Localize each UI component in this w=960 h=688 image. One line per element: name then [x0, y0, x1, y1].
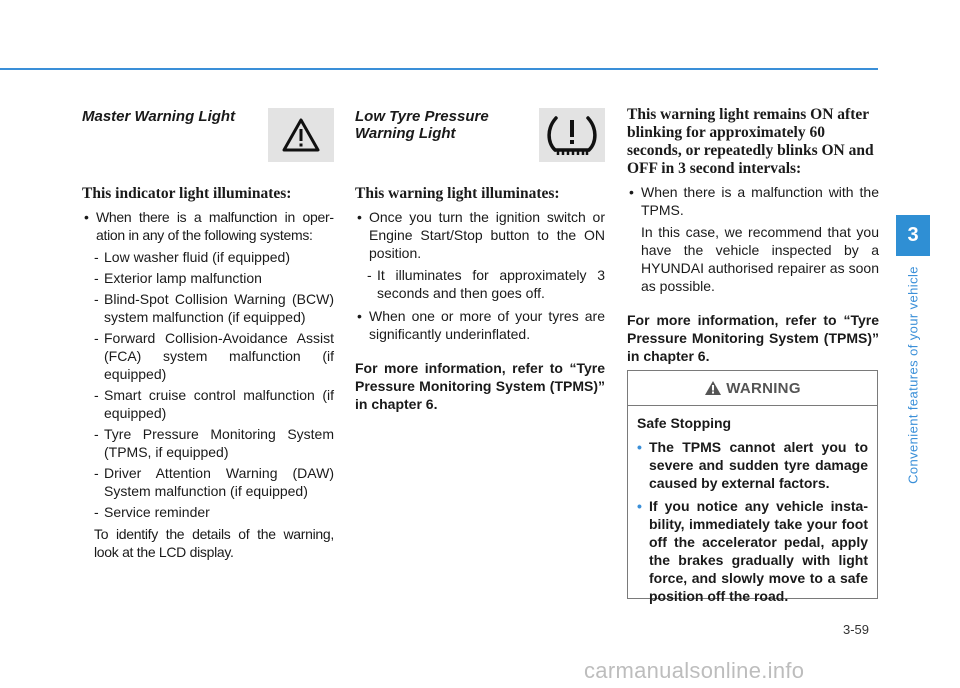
section-title: Master Warning Light [82, 108, 236, 125]
list-item: - Exterior lamp malfunction [94, 270, 262, 286]
column-low-tyre-pressure [355, 106, 605, 413]
chapter-tab: 3 [896, 215, 930, 256]
list-item: - Low washer fluid (if equipped) [94, 249, 290, 265]
warning-label: WARNING [726, 379, 801, 397]
lcd-note: To identify the details of the warning, look at the LCD display. [94, 526, 334, 560]
system-list [94, 248, 334, 521]
warning-triangle-small-icon [704, 380, 722, 396]
watermark: carmanualsonline.info [584, 658, 805, 683]
list-item: - Forward Collision-Avoidance Assist (FCA) system malfunction (if equipped) [94, 330, 334, 382]
list-item: - Tyre Pressure Monitoring System (TPMS, if equipped) [94, 426, 334, 460]
section-title: Low Tyre Pressure Warning Light [355, 108, 489, 142]
list-item: • When one or more of your tyres are significantly underinflated. [355, 307, 605, 343]
list-item: - It illuminates for approximately 3 seconds and then goes off. [367, 267, 605, 301]
list-item: - Blind-Spot Collision Warning (BCW) system malfunction (if equipped) [94, 291, 334, 325]
list-item: • Once you turn the ignition switch or Engine Start/Stop button to the ON position. [355, 208, 605, 262]
list-item: • The TPMS cannot alert you to severe and sudden tyre damage caused by external factors. [637, 438, 868, 492]
warning-box [627, 370, 878, 604]
page-number: 3-59 [843, 622, 870, 637]
warning-title: Safe Stopping [637, 415, 732, 431]
section-header [355, 108, 605, 164]
illumination-heading: This indicator light illuminates: [82, 185, 292, 202]
top-rule [0, 68, 878, 70]
warning-triangle-icon [281, 117, 321, 153]
list-item: - Driver Attention Warning (DAW) System malfunction (if equipped) [94, 465, 334, 499]
column-master-warning [82, 106, 334, 561]
chapter-title: Convenient features of your vehicle [905, 266, 921, 484]
warning-content [628, 406, 877, 605]
list-item: • If you notice any vehicle instability, immediately take your foot off the accelerator pedal, apply the brakes gradually with light force, and slowly move to a safe position off the road. [637, 497, 868, 605]
tpms-reference: For more information, refer to “Tyre Pressure Monitoring System (TPMS)” in chapter 6. [355, 360, 605, 412]
illumination-heading: This warning light illuminates: [355, 185, 560, 202]
blinking-heading: This warning light remains ON after blinking for approximately 60 seconds, or repeatedly blinks ON and OFF in 3 second intervals: [627, 106, 874, 177]
tyre-pressure-icon-box [539, 108, 605, 162]
warning-header [628, 371, 877, 406]
section-header [82, 108, 334, 164]
sub-list [367, 266, 605, 302]
master-warning-icon-box [268, 108, 334, 162]
inspection-note: In this case, we recommend that you have the vehicle inspected by a HYUNDAI authorised repairer as soon as possible. [641, 224, 879, 294]
list-item: • When there is a malfunction in operation in any of the following systems: [82, 208, 334, 244]
list-item: - Service reminder [94, 504, 210, 520]
tyre-pressure-icon [546, 112, 598, 158]
column-tpms-blinking [627, 106, 879, 365]
tpms-reference: For more information, refer to “Tyre Pressure Monitoring System (TPMS)” in chapter 6. [627, 312, 879, 364]
list-item: • When there is a malfunction with the TPMS. [627, 183, 879, 219]
list-item: - Smart cruise control malfunction (if equipped) [94, 387, 334, 421]
